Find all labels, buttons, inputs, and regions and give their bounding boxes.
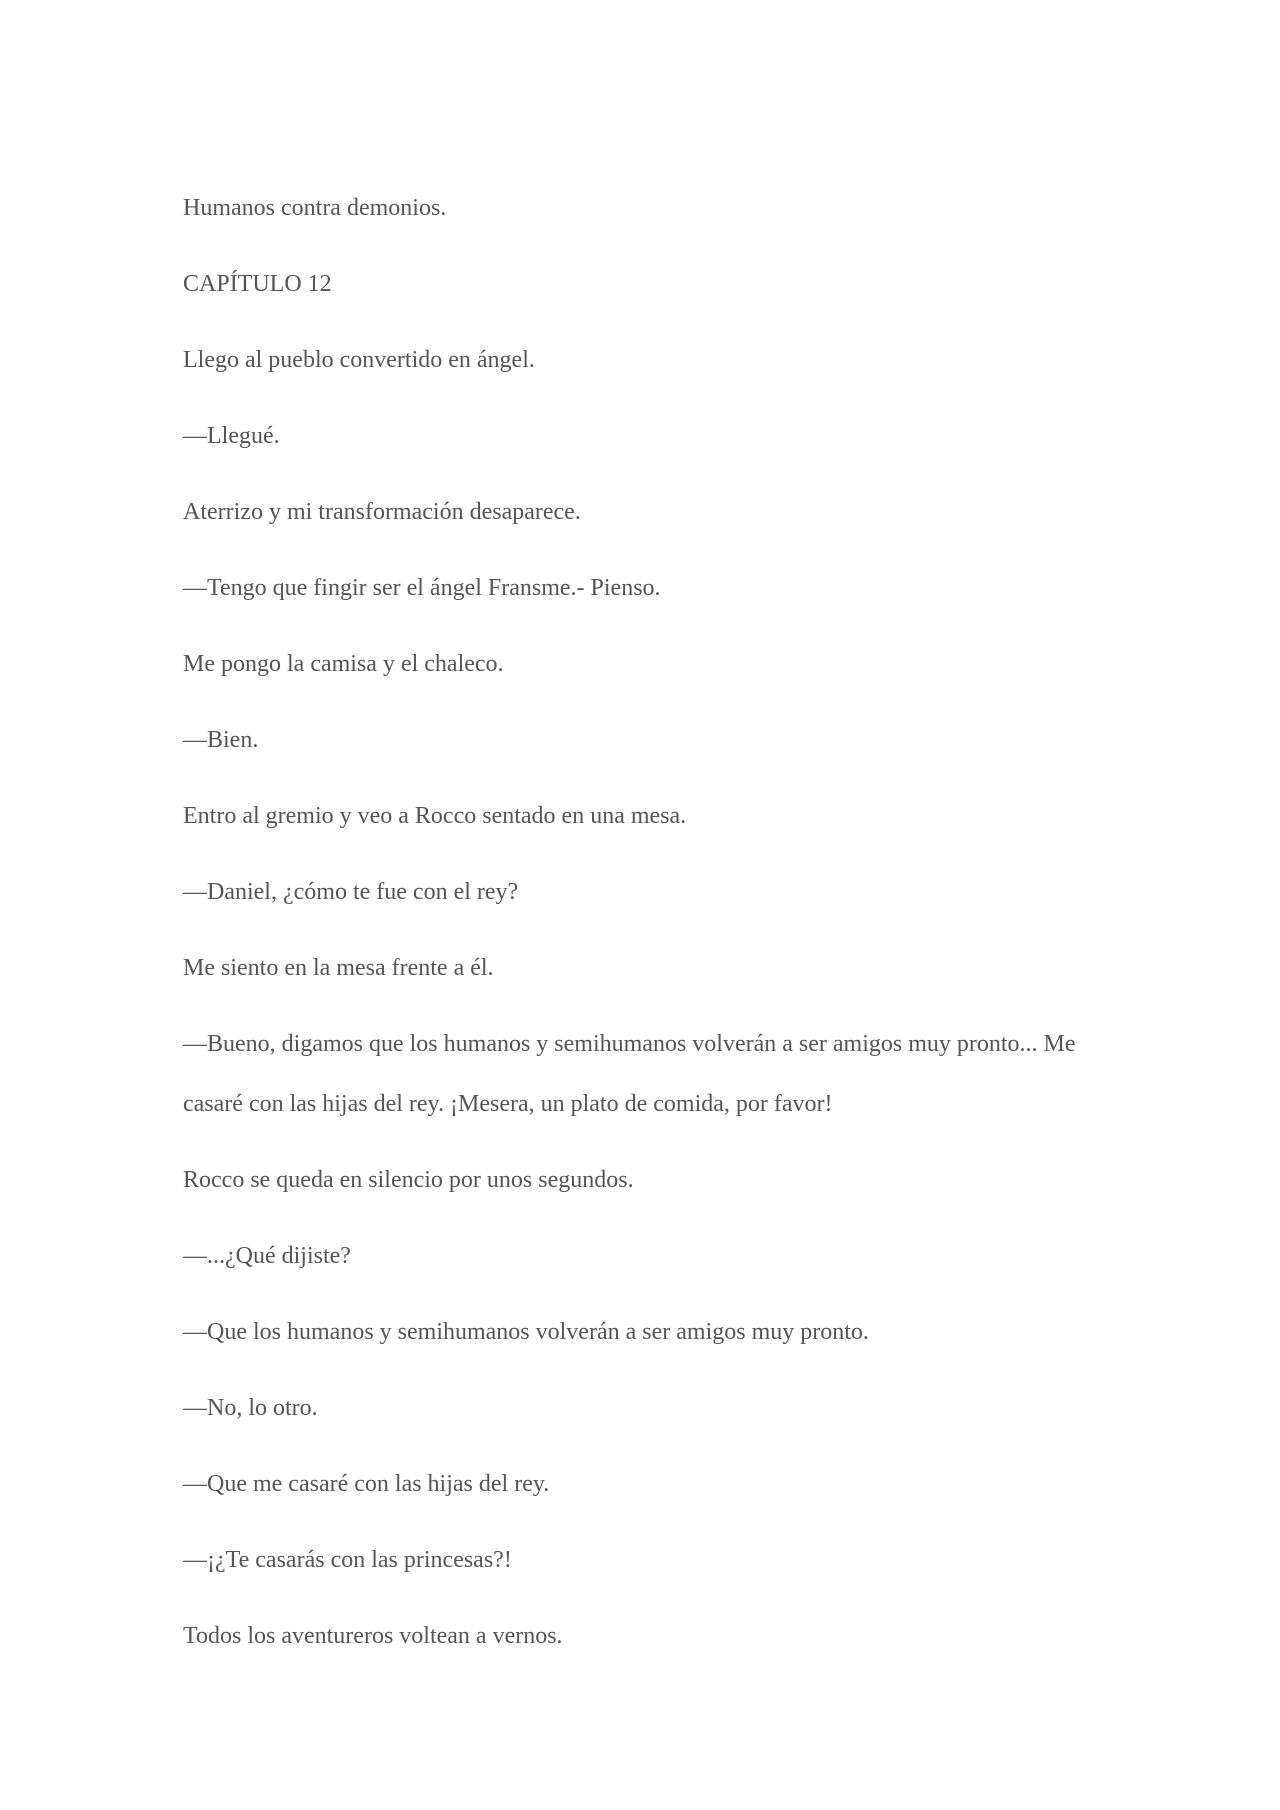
paragraph-chapter-heading: CAPÍTULO 12	[183, 271, 332, 297]
paragraph-dialogue: —...¿Qué dijiste?	[183, 1243, 351, 1269]
paragraph-title: Humanos contra demonios.	[183, 195, 447, 221]
paragraph-dialogue: —Que los humanos y semihumanos volverán a ser amigos muy pronto.	[183, 1319, 869, 1345]
paragraph: Me siento en la mesa frente a él.	[183, 955, 494, 981]
paragraph: Entro al gremio y veo a Rocco sentado en una mesa.	[183, 803, 687, 829]
paragraph-dialogue: —Daniel, ¿cómo te fue con el rey?	[183, 879, 519, 905]
paragraph: Rocco se queda en silencio por unos segundos.	[183, 1167, 634, 1193]
paragraph-dialogue: —¡¿Te casarás con las princesas?!	[183, 1547, 512, 1573]
paragraph: Aterrizo y mi transformación desaparece.	[183, 499, 581, 525]
document-body	[183, 178, 1083, 1682]
paragraph: Todos los aventureros voltean a vernos.	[183, 1623, 563, 1649]
paragraph: Me pongo la camisa y el chaleco.	[183, 651, 504, 677]
paragraph: Llego al pueblo convertido en ángel.	[183, 347, 535, 373]
paragraph-dialogue: —Bien.	[183, 727, 259, 753]
paragraph-dialogue: —Llegué.	[183, 423, 280, 449]
paragraph-dialogue: —Bueno, digamos que los humanos y semihumanos volverán a ser amigos muy pronto... Me casaré con las hijas del rey. ¡Mesera, un plato de comida, por favor!	[183, 1031, 1076, 1117]
paragraph-dialogue: —No, lo otro.	[183, 1395, 318, 1421]
paragraph-dialogue: —Que me casaré con las hijas del rey.	[183, 1471, 550, 1497]
paragraph-dialogue: —Tengo que fingir ser el ángel Fransme.- Pienso.	[183, 575, 661, 601]
